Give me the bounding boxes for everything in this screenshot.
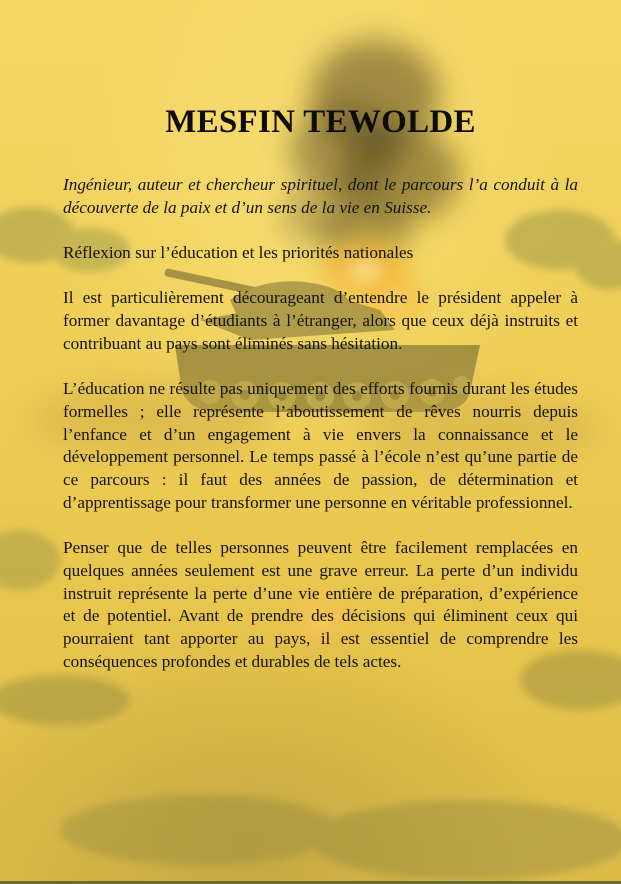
- document-body: [63, 100, 578, 696]
- paragraph-2: L’éducation ne résulte pas uniquement des efforts fournis durant les études formelles ; elle représente l’aboutissement de rêves nourris depuis l’enfance et d’un engagement à vie envers la connaissance et le développement personnel. Le temps passé à l’école n’est qu’une partie de ce parcours : il faut des années de passion, de détermination et d’apprentissage pour transformer une personne en véritable professionnel.: [63, 379, 578, 512]
- paragraph-3: Penser que de telles personnes peuvent être facilement remplacées en quelques années seulement est une grave erreur. La perte d’un individu instruit représente la perte d’une vie entière de préparation, d’expérience et de potentiel. Avant de prendre des décisions qui éliminent ceux qui pourraient tant apporter au pays, il est essentiel de comprendre les conséquences profondes et durables de tels actes.: [63, 538, 578, 671]
- paragraph-1: Il est particulièrement décourageant d’entendre le président appeler à former davantage d’étudiants à l’étranger, alors que ceux déjà instruits et contribuant au pays sont éliminés sans hésitation.: [63, 288, 578, 353]
- author-intro: Ingénieur, auteur et chercheur spirituel, dont le parcours l’a conduit à la découverte de la paix et d’un sens de la vie en Suisse.: [63, 175, 578, 217]
- page-title: MESFIN TEWOLDE: [165, 104, 476, 140]
- section-heading: Réflexion sur l’éducation et les priorités nationales: [63, 243, 414, 263]
